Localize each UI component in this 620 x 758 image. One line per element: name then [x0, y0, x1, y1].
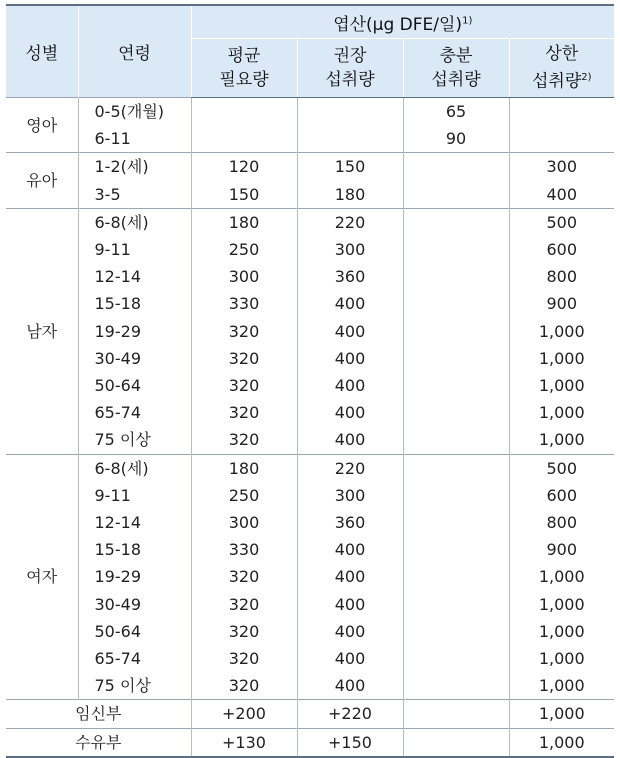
age-cell: 15-18 — [78, 536, 191, 563]
ear-cell: +200 — [191, 700, 297, 728]
table-row — [6, 618, 614, 645]
table-row — [6, 700, 614, 728]
age-cell: 9-11 — [78, 236, 191, 263]
ear-cell: 180 — [191, 208, 297, 236]
age-cell: 9-11 — [78, 482, 191, 509]
age-cell: 30-49 — [78, 591, 191, 618]
table-header — [6, 5, 614, 98]
table-row — [6, 125, 614, 153]
ear-cell: 180 — [191, 454, 297, 482]
table-row — [6, 153, 614, 181]
age-cell: 1-2(세) — [78, 153, 191, 181]
ai-cell — [403, 618, 509, 645]
header-nutrient — [191, 5, 614, 39]
age-cell: 15-18 — [78, 290, 191, 317]
ul-cell: 1,000 — [509, 700, 614, 728]
rni-cell: 300 — [297, 236, 403, 263]
rni-cell: 220 — [297, 208, 403, 236]
rni-cell: 400 — [297, 290, 403, 317]
ai-cell — [403, 672, 509, 700]
ul-cell: 500 — [509, 454, 614, 482]
table-row — [6, 236, 614, 263]
ul-cell: 300 — [509, 153, 614, 181]
folate-intake-table — [6, 4, 614, 758]
header-ear: 평균 필요량 — [191, 39, 297, 98]
ai-cell — [403, 591, 509, 618]
rni-cell: 400 — [297, 645, 403, 672]
ai-cell — [403, 728, 509, 757]
rni-cell: 150 — [297, 153, 403, 181]
ul-cell: 900 — [509, 290, 614, 317]
table-row — [6, 645, 614, 672]
ear-cell: 330 — [191, 536, 297, 563]
rni-cell: 220 — [297, 454, 403, 482]
ai-cell — [403, 509, 509, 536]
ear-cell: 330 — [191, 290, 297, 317]
ul-cell: 1,000 — [509, 426, 614, 454]
ul-cell: 1,000 — [509, 345, 614, 372]
age-cell: 65-74 — [78, 645, 191, 672]
ear-cell: 320 — [191, 426, 297, 454]
header-ai: 충분 섭취량 — [403, 39, 509, 98]
age-cell: 12-14 — [78, 509, 191, 536]
table-row — [6, 181, 614, 209]
ul-cell: 1,000 — [509, 399, 614, 426]
ai-cell — [403, 181, 509, 209]
ul-cell: 800 — [509, 263, 614, 290]
rni-cell: 360 — [297, 263, 403, 290]
ai-cell — [403, 645, 509, 672]
ul-cell: 1,000 — [509, 728, 614, 757]
age-cell: 75 이상 — [78, 672, 191, 700]
ai-cell — [403, 426, 509, 454]
table-row — [6, 345, 614, 372]
rni-cell: 400 — [297, 345, 403, 372]
table-row — [6, 98, 614, 126]
age-cell: 6-8(세) — [78, 454, 191, 482]
ul-cell — [509, 98, 614, 126]
age-cell: 50-64 — [78, 372, 191, 399]
ul-cell: 1,000 — [509, 591, 614, 618]
age-cell: 0-5(개월) — [78, 98, 191, 126]
ai-cell — [403, 482, 509, 509]
ai-cell — [403, 290, 509, 317]
rni-cell: 360 — [297, 509, 403, 536]
group-label: 남자 — [6, 208, 78, 454]
ai-cell — [403, 263, 509, 290]
rni-cell: 400 — [297, 672, 403, 700]
rni-cell: 400 — [297, 536, 403, 563]
ai-cell — [403, 399, 509, 426]
table-row — [6, 672, 614, 700]
ul-cell: 1,000 — [509, 645, 614, 672]
table-row — [6, 509, 614, 536]
ul-cell: 600 — [509, 482, 614, 509]
age-cell: 12-14 — [78, 263, 191, 290]
ai-cell — [403, 153, 509, 181]
ear-cell: 320 — [191, 618, 297, 645]
ai-cell — [403, 236, 509, 263]
ear-cell: 300 — [191, 263, 297, 290]
table-row — [6, 290, 614, 317]
table-row — [6, 454, 614, 482]
ai-cell — [403, 318, 509, 345]
ul-cell: 1,000 — [509, 372, 614, 399]
ai-cell — [403, 536, 509, 563]
rni-cell: 400 — [297, 318, 403, 345]
ear-cell: 320 — [191, 563, 297, 590]
table-row — [6, 482, 614, 509]
ul-cell — [509, 125, 614, 153]
nutrient-footnote-ref: 1) — [462, 14, 473, 26]
header-age: 연령 — [78, 5, 191, 98]
ear-cell: 320 — [191, 372, 297, 399]
rni-cell: 400 — [297, 618, 403, 645]
ai-cell — [403, 345, 509, 372]
ai-cell — [403, 372, 509, 399]
ul-cell: 900 — [509, 536, 614, 563]
table-row — [6, 399, 614, 426]
ul-cell: 1,000 — [509, 618, 614, 645]
age-cell: 19-29 — [78, 318, 191, 345]
rni-cell: +220 — [297, 700, 403, 728]
nutrient-title: 엽산(μg DFE/일) — [333, 14, 463, 35]
ear-cell: 250 — [191, 482, 297, 509]
age-cell: 6-11 — [78, 125, 191, 153]
ul-cell: 1,000 — [509, 318, 614, 345]
ear-cell: 320 — [191, 645, 297, 672]
header-rni: 권장 섭취량 — [297, 39, 403, 98]
table-row — [6, 591, 614, 618]
ear-cell: 320 — [191, 399, 297, 426]
ai-cell — [403, 454, 509, 482]
rni-cell: 400 — [297, 399, 403, 426]
table-row — [6, 318, 614, 345]
ear-cell: 320 — [191, 318, 297, 345]
ear-cell — [191, 125, 297, 153]
ai-cell — [403, 563, 509, 590]
table-row — [6, 536, 614, 563]
ul-cell: 400 — [509, 181, 614, 209]
table-row — [6, 263, 614, 290]
ear-cell: 250 — [191, 236, 297, 263]
age-cell: 50-64 — [78, 618, 191, 645]
ai-cell — [403, 700, 509, 728]
age-cell: 6-8(세) — [78, 208, 191, 236]
table-body — [6, 98, 614, 757]
header-sex: 성별 — [6, 5, 78, 98]
ear-cell — [191, 98, 297, 126]
ul-cell: 600 — [509, 236, 614, 263]
ul-cell: 500 — [509, 208, 614, 236]
age-cell: 19-29 — [78, 563, 191, 590]
special-group-label: 수유부 — [6, 728, 191, 757]
group-label: 여자 — [6, 454, 78, 700]
ai-cell: 65 — [403, 98, 509, 126]
age-cell: 75 이상 — [78, 426, 191, 454]
ul-footnote-ref: 2) — [581, 72, 592, 84]
rni-cell: 400 — [297, 591, 403, 618]
ear-cell: 320 — [191, 672, 297, 700]
ai-cell — [403, 208, 509, 236]
table-row — [6, 372, 614, 399]
ear-cell: 300 — [191, 509, 297, 536]
table-row — [6, 426, 614, 454]
age-cell: 65-74 — [78, 399, 191, 426]
rni-cell: 180 — [297, 181, 403, 209]
group-label: 유아 — [6, 153, 78, 208]
ear-cell: +130 — [191, 728, 297, 757]
rni-cell: 400 — [297, 372, 403, 399]
table-row — [6, 563, 614, 590]
ai-cell: 90 — [403, 125, 509, 153]
ear-cell: 120 — [191, 153, 297, 181]
age-cell: 30-49 — [78, 345, 191, 372]
rni-cell: +150 — [297, 728, 403, 757]
rni-cell: 300 — [297, 482, 403, 509]
ul-cell: 1,000 — [509, 672, 614, 700]
age-cell: 3-5 — [78, 181, 191, 209]
ul-cell: 800 — [509, 509, 614, 536]
group-label: 영아 — [6, 98, 78, 153]
ul-cell: 1,000 — [509, 563, 614, 590]
rni-cell — [297, 98, 403, 126]
header-ul: 상한 섭취량$^{2)}$ — [509, 39, 614, 98]
rni-cell: 400 — [297, 563, 403, 590]
rni-cell: 400 — [297, 426, 403, 454]
table-row — [6, 728, 614, 757]
special-group-label: 임신부 — [6, 700, 191, 728]
rni-cell — [297, 125, 403, 153]
ear-cell: 320 — [191, 591, 297, 618]
ear-cell: 320 — [191, 345, 297, 372]
ear-cell: 150 — [191, 181, 297, 209]
table-row — [6, 208, 614, 236]
